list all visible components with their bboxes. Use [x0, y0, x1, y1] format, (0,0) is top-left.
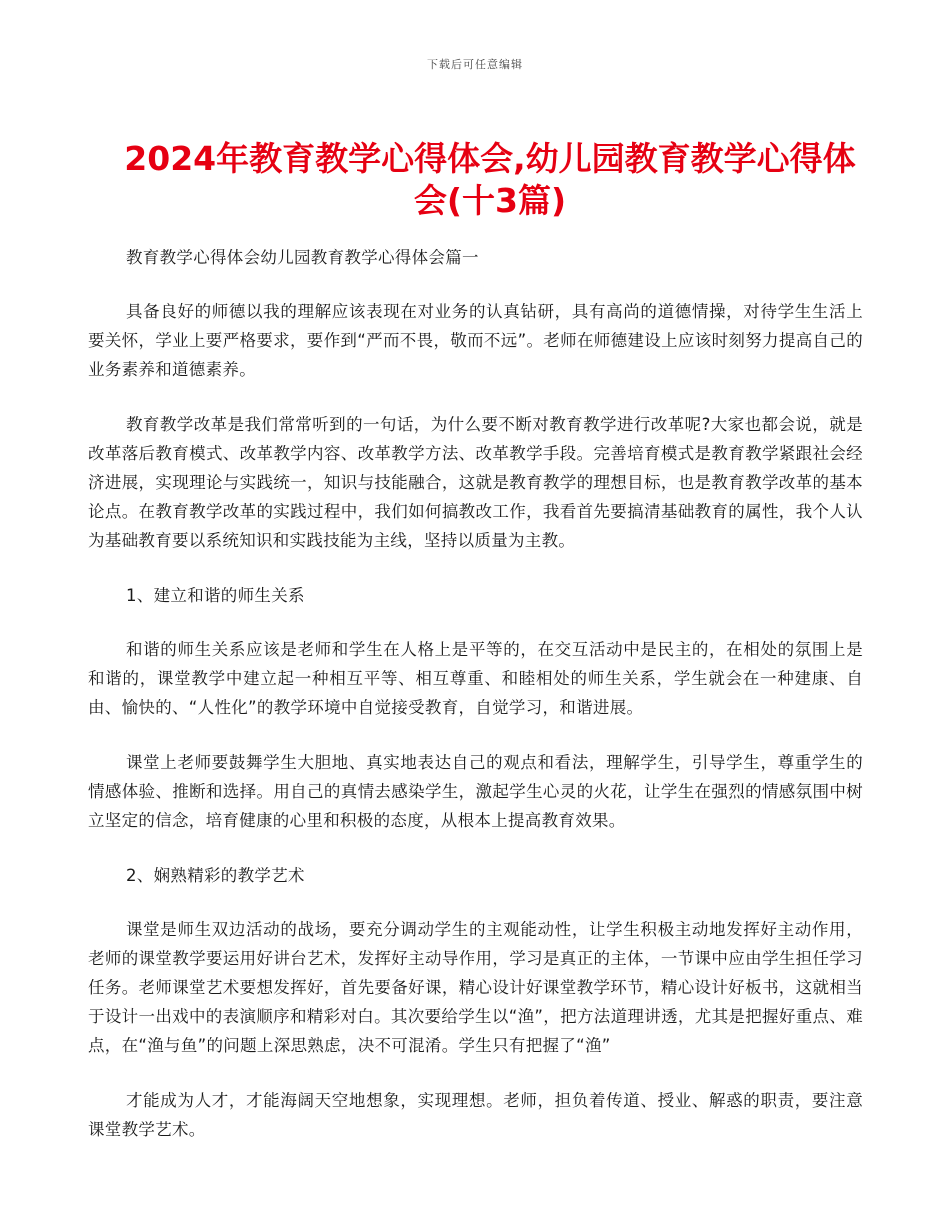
body-paragraph: 和谐的师生关系应该是老师和学生在人格上是平等的，在交互活动中是民主的，在相处的氛围上是和谐的，课堂教学中建立起一种相互平等、相互尊重、和睦相处的师生关系，学生就会在一种建康、自由、愉快的、“人性化”的教学环境中自觉接受教育，自觉学习，和谐进展。	[88, 640, 863, 717]
body-paragraph: 具备良好的师德以我的理解应该表现在对业务的认真钻研，具有高尚的道德情操，对待学生生活上要关怀，学业上要严格要求，要作到“严而不畏，敬而不远”。老师在师德建设上应该时刻努力提高自己的业务素养和道德素养。	[88, 302, 863, 379]
body-paragraph: 教育教学改革是我们常常听到的一句话，为什么要不断对教育教学进行改革呢?大家也都会说，就是改革落后教育模式、改革教学内容、改革教学方法、改革教学手段。完善培育模式是教育教学紧跟社会经济进展，实现理论与实践统一，知识与技能融合，这就是教育教学的理想目标，也是教育教学改革的基本论点。在教育教学改革的实践过程中，我们如何搞教改工作，我看首先要搞清基础教育的属性，我个人认为基础教育要以系统知识和实践技能为主线，坚持以质量为主教。	[88, 415, 863, 550]
document-body	[88, 243, 863, 1170]
body-paragraph: 课堂上老师要鼓舞学生大胆地、真实地表达自己的观点和看法，理解学生，引导学生，尊重学生的情感体验、推断和选择。用自己的真情去感染学生，激起学生心灵的火花，让学生在强烈的情感氛围中树立坚定的信念，培育健康的心里和积极的态度，从根本上提高教育效果。	[88, 753, 863, 830]
body-paragraph: 课堂是师生双边活动的战场，要充分调动学生的主观能动性，让学生积极主动地发挥好主动作用，老师的课堂教学要运用好讲台艺术，发挥好主动导作用，学习是真正的主体，一节课中应由学生担任学习任务。老师课堂艺术要想发挥好，首先要备好课，精心设计好课堂教学环节，精心设计好板书，这就相当于设计一出戏中的表演顺序和精彩对白。其次要给学生以“渔”，把方法道理讲透，尤其是把握好重点、难点，在“渔与鱼”的问题上深思熟虑，决不可混淆。学生只有把握了“渔”	[88, 920, 863, 1055]
subsection-heading: 1、建立和谐的师生关系	[126, 586, 305, 605]
subsection-heading: 2、娴熟精彩的教学艺术	[126, 866, 305, 885]
body-paragraph: 才能成为人才，才能海阔天空地想象，实现理想。老师，担负着传道、授业、解惑的职责，要注意课堂教学艺术。	[88, 1091, 863, 1139]
document-title: 2024年教育教学心得体会,幼儿园教育教学心得体会(十3篇)	[124, 139, 856, 220]
section-heading: 教育教学心得体会幼儿园教育教学心得体会篇一	[126, 248, 479, 267]
page-header-note: 下载后可任意编辑	[427, 58, 523, 71]
